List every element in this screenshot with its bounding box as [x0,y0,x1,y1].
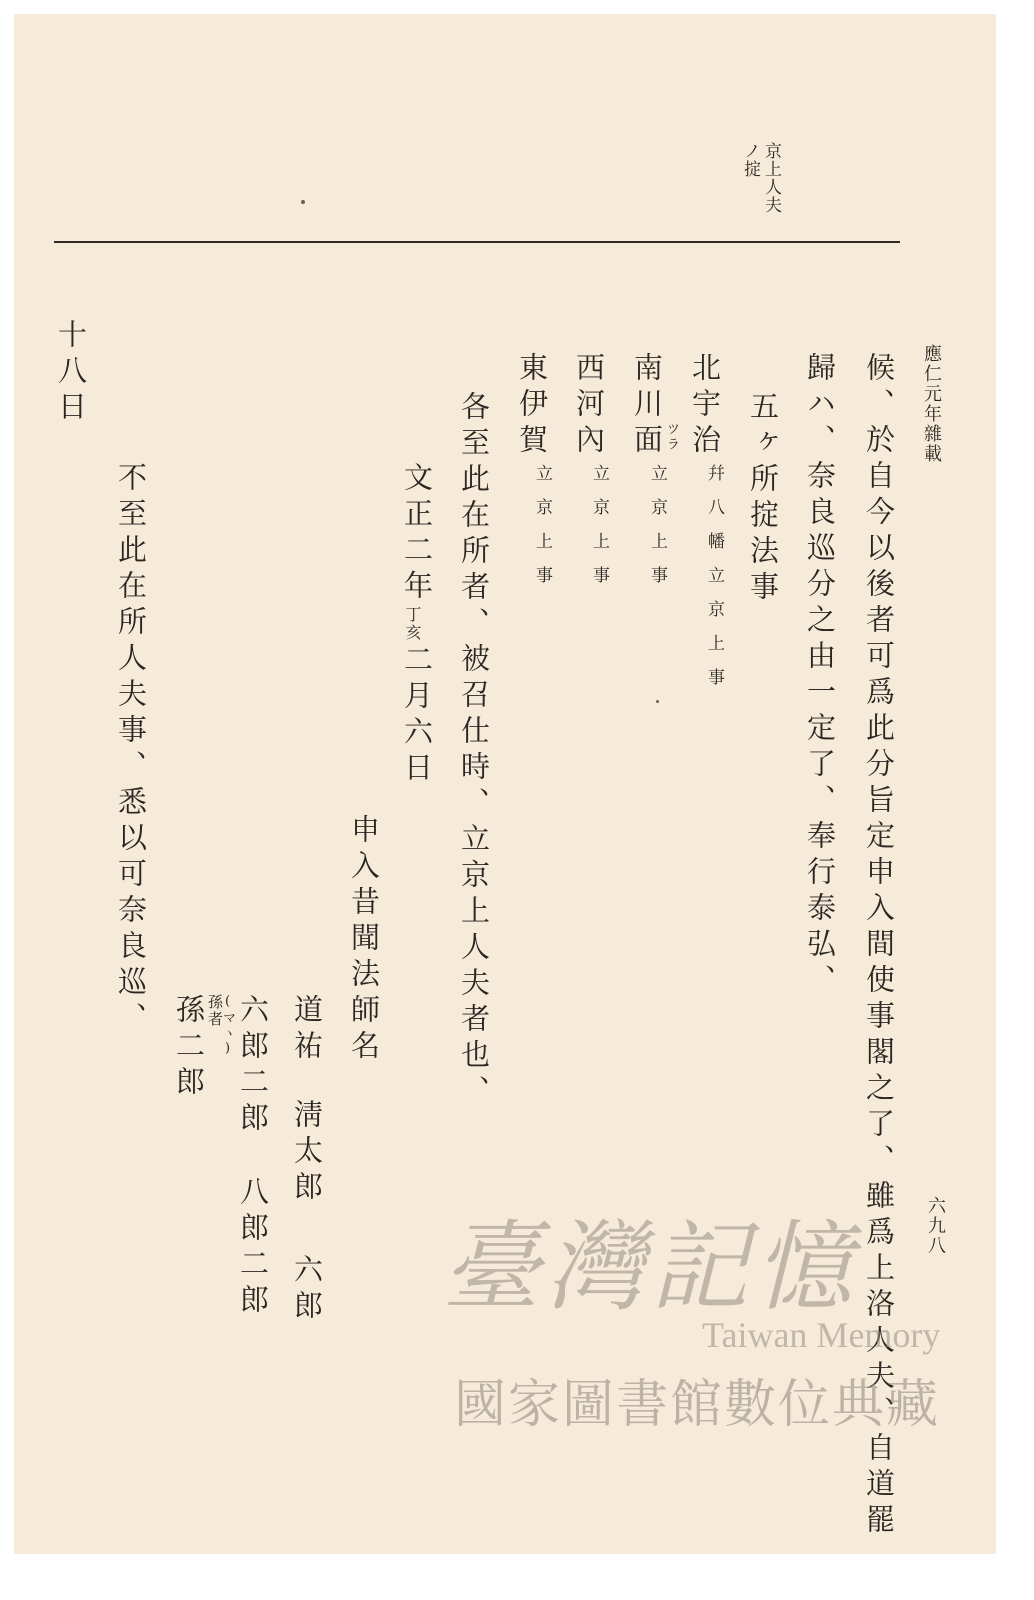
paper-speck [301,200,305,204]
item-4-place: 東伊賀 [515,352,549,460]
name-magojiro: 孫二郎 [172,994,206,1102]
item-2-ruby: ツラ [664,422,679,452]
section-heading: 五ヶ所掟法事 [746,391,780,607]
date-month-day: 二月六日 [400,644,434,788]
item-2-place: 南川面 [630,352,664,460]
name-note-mama: (マヽ) [220,994,235,1058]
running-title: 應仁元年雜載 [921,344,942,464]
date-year: 文正二年 [400,462,434,606]
side-note-col-2: ノ掟 [740,142,760,178]
name-rokurojiro: 六郎二郎 [236,994,270,1138]
watermark-subtitle: 國家圖書館數位典藏 [454,1375,941,1435]
horizontal-rule [54,241,900,243]
item-3-place: 西河內 [572,352,606,460]
date-eto: 丁亥 [403,606,422,642]
text-line-2: 歸ハ、奈良巡分之由一定了、奉行泰弘、 [803,352,837,1000]
paper-speck [656,700,659,703]
page-number: 六九八 [925,1196,946,1256]
name-note-label: 孫者 [206,994,224,1028]
date-eighteenth: 十八日 [54,319,88,427]
applicant-line: 申入昔聞法師名 [347,814,381,1066]
item-3-rule: 立京上事 [589,464,609,600]
item-1-rule: 幷八幡立京上事 [704,464,724,702]
name-seitaro: 淸太郎 [290,1099,324,1207]
side-note-col-1: 京上人夫 [761,142,781,214]
name-hachirojiro: 八郎二郎 [236,1176,270,1320]
item-4-rule: 立京上事 [532,464,552,600]
final-line: 不至此在所人夫事、悉以可奈良巡、 [114,462,148,1038]
watermark-title: 臺灣記憶 [442,1211,859,1325]
text-line-1: 候、於自今以後者可爲此分旨定申入間使事閣之了、雖爲上洛人夫、自道罷 [862,352,896,1540]
name-rokuro: 六郎 [290,1254,324,1326]
name-doyu: 道祐 [290,994,324,1066]
item-2-rule: 立京上事 [647,464,667,600]
watermark-english: Taiwan Memory [702,1315,941,1355]
item-1-place: 北宇治 [688,352,722,460]
conclusion-line: 各至此在所者、被召仕時、立京上人夫者也、 [457,391,491,1111]
book-page [14,14,996,1554]
